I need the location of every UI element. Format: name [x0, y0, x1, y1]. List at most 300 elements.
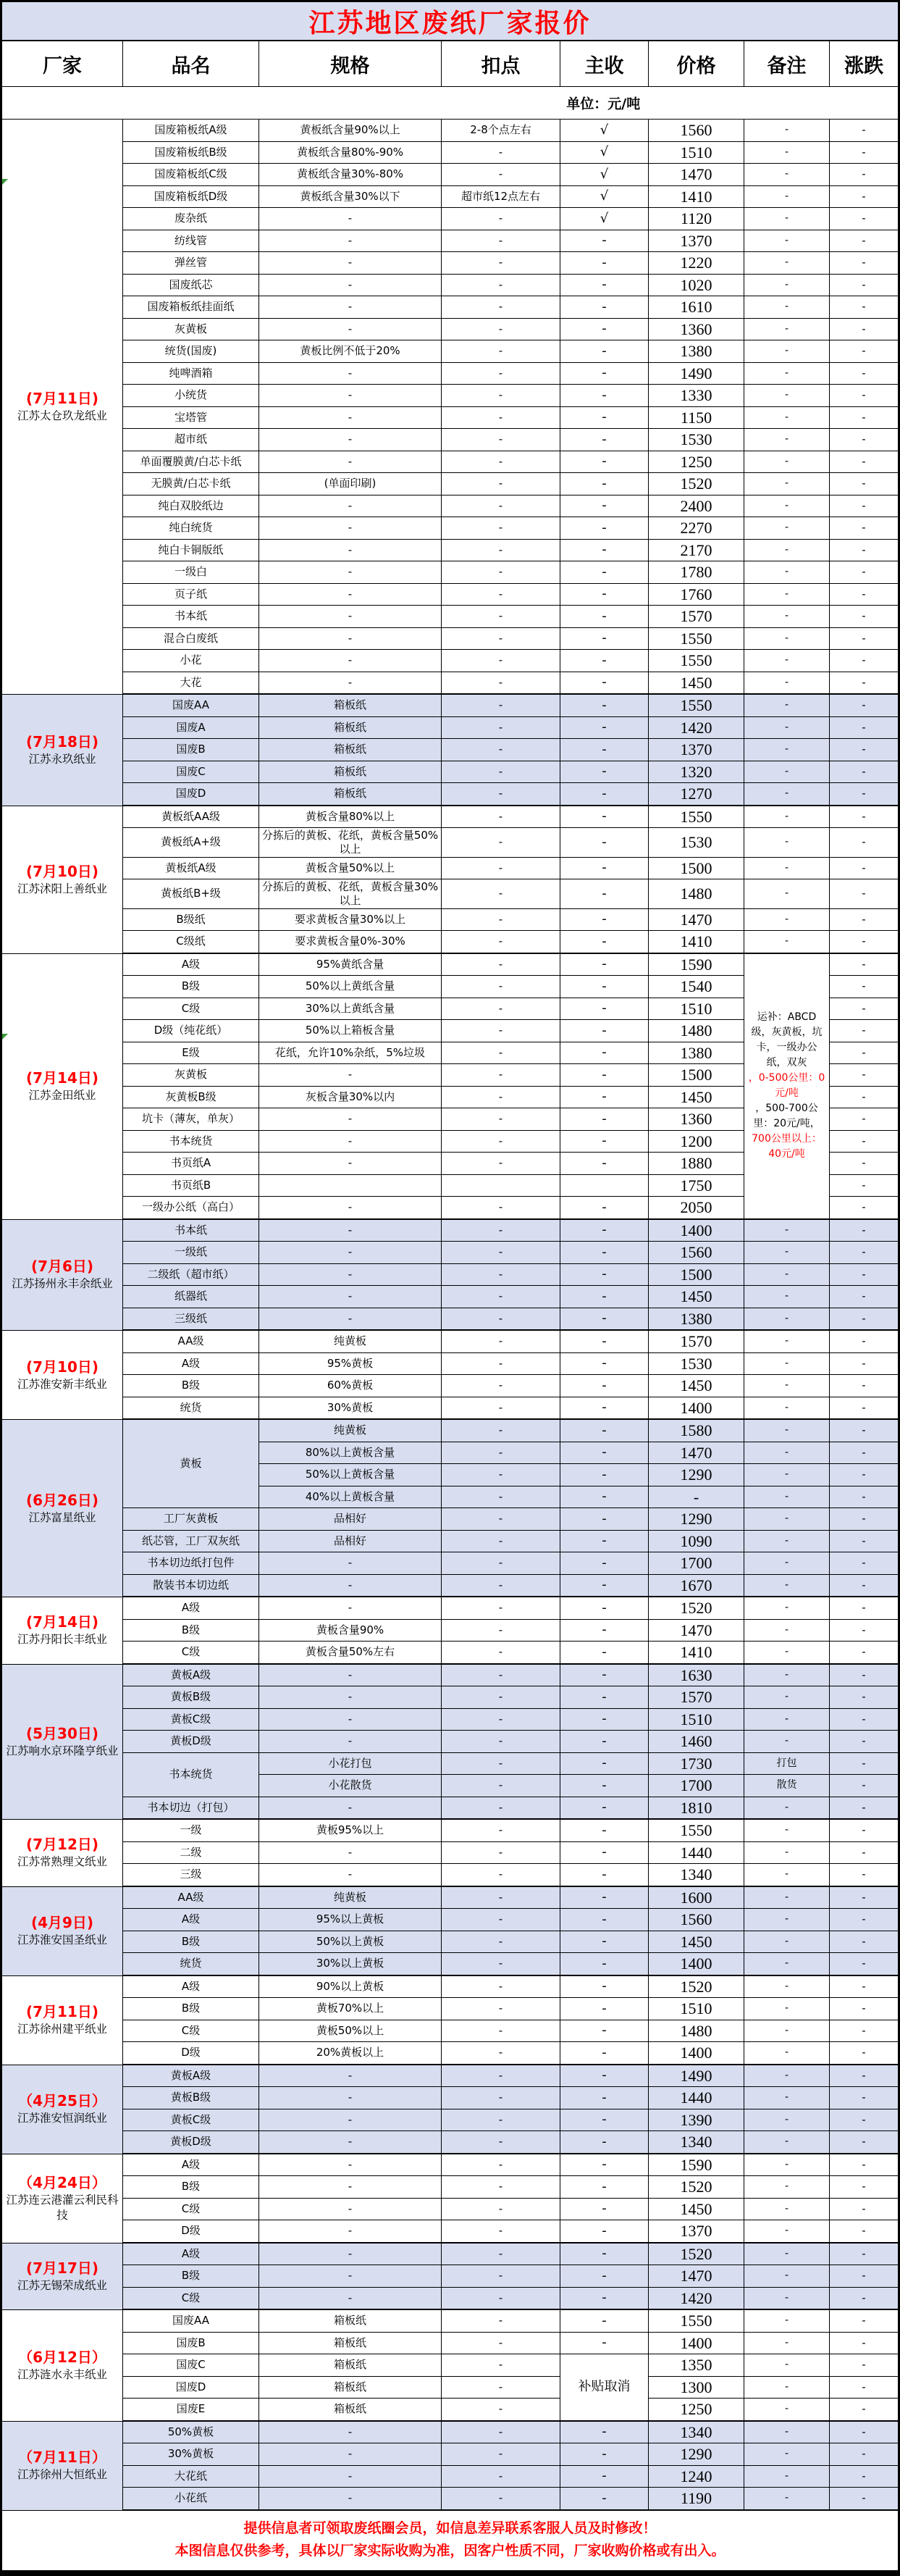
cell-price: 1470 — [649, 2265, 744, 2288]
cell-price: 1370 — [649, 230, 744, 253]
cell-change: - — [830, 2422, 898, 2444]
cell-price: 1490 — [649, 363, 744, 385]
cell-price: 1190 — [649, 2488, 744, 2510]
cell-kou: - — [442, 319, 560, 341]
cell-change: - — [830, 1775, 898, 1797]
cell-change: - — [830, 2020, 898, 2043]
cell-pin: 黄板B级 — [123, 1686, 259, 1709]
cell-change: - — [830, 1820, 898, 1842]
cell-kou: - — [442, 2265, 560, 2288]
cell-change: - — [830, 1597, 898, 1620]
cell-spec: - — [259, 1286, 442, 1308]
cell-shou: - — [560, 363, 649, 385]
cell-pin: 纸芯管，工厂双灰纸 — [123, 1531, 259, 1553]
cell-pin: 纯白统货 — [123, 517, 259, 540]
cell-change: - — [830, 1864, 898, 1886]
cell-price: 1780 — [649, 561, 744, 584]
cell-price: 1570 — [649, 606, 744, 628]
cell-change: - — [830, 2265, 898, 2288]
cell-change: - — [830, 340, 898, 363]
cell-spec: - — [259, 2154, 442, 2177]
cell-spec: - — [259, 2220, 442, 2243]
factory-section — [2, 1887, 898, 1976]
cell-note: - — [744, 1353, 830, 1376]
cell-note: - — [744, 909, 830, 932]
cell-pin: D级（纯花纸） — [123, 1020, 259, 1042]
cell-spec: - — [259, 1665, 442, 1687]
cell-spec: 黄板纸含量30%-80% — [259, 164, 442, 186]
cell-change: - — [830, 2154, 898, 2177]
cell-kou: - — [442, 1797, 560, 1820]
cell-kou: - — [442, 2399, 560, 2421]
cell-price: 1250 — [649, 451, 744, 474]
cell-shou: - — [560, 230, 649, 253]
cell-price: 1550 — [649, 628, 744, 651]
cell-kou: - — [442, 540, 560, 562]
cell-spec: 箱板纸 — [259, 717, 442, 740]
cell-note: - — [744, 1375, 830, 1397]
cell-spec: 50%以上箱板含量 — [259, 1020, 442, 1042]
cell-price: - — [649, 1486, 744, 1509]
cell-spec: 分拣后的黄板、花纸，黄板含量50%以上 — [259, 828, 442, 858]
cell-change: - — [830, 1442, 898, 1465]
cell-shou: √ — [560, 208, 649, 230]
cell-change: - — [830, 2466, 898, 2488]
cell-price: 1470 — [649, 1620, 744, 1642]
cell-kou: - — [442, 879, 560, 909]
cell-price: 1550 — [649, 695, 744, 717]
factory-name: 江苏响水京环隆亨纸业 — [6, 1744, 119, 1757]
cell-pin: 30%黄板 — [123, 2443, 259, 2466]
cell-price: 1380 — [649, 1042, 744, 1065]
cell-shou: - — [560, 2243, 649, 2266]
cell-price: 1350 — [649, 2354, 744, 2377]
factory-date: (7月6日) — [30, 1258, 94, 1276]
cell-note: - — [744, 1953, 830, 1975]
cell-pin: 黄板A级 — [123, 1665, 259, 1687]
cell-shou: - — [560, 2042, 649, 2065]
cell-pin: 黄板D级 — [123, 1731, 259, 1753]
cell-spec: 95%黄纸含量 — [259, 954, 442, 977]
factory-date: (7月10日) — [25, 1358, 99, 1376]
cell-spec: - — [259, 1797, 442, 1820]
cell-spec: 箱板纸 — [259, 761, 442, 784]
cell-spec: 50%以上黄板含量 — [259, 1464, 442, 1486]
cell-note: - — [744, 584, 830, 606]
cell-spec: 箱板纸 — [259, 739, 442, 761]
cell-change: - — [830, 1464, 898, 1486]
cell-kou: - — [442, 1864, 560, 1886]
cell-pin: AA级 — [123, 1331, 259, 1353]
cell-price: 1020 — [649, 275, 744, 297]
cell-change: - — [830, 473, 898, 495]
cell-price: 1570 — [649, 1686, 744, 1709]
cell-kou: - — [442, 1976, 560, 1999]
factory-date: (4月9日) — [30, 1914, 94, 1932]
cell-kou: - — [442, 1420, 560, 1442]
cell-kou: - — [442, 1842, 560, 1865]
factory-section — [2, 1420, 898, 1597]
cell-change: - — [830, 976, 898, 998]
cell-spec: - — [259, 540, 442, 562]
cell-change: - — [830, 2488, 898, 2510]
cell-kou: - — [442, 1531, 560, 1553]
cell-kou: - — [442, 1286, 560, 1308]
cell-note: - — [744, 540, 830, 562]
cell-price: 1480 — [649, 879, 744, 909]
cell-pin: 灰黄板B级 — [123, 1087, 259, 1109]
cell-change: - — [830, 2377, 898, 2399]
cell-note: - — [744, 208, 830, 230]
factory-name: 江苏徐州大恒纸业 — [17, 2468, 107, 2482]
cell-note: - — [744, 717, 830, 740]
cell-change: - — [830, 1308, 898, 1331]
cell-spec: - — [259, 584, 442, 606]
cell-price: 1450 — [649, 1087, 744, 1109]
cell-kou: - — [442, 1197, 560, 1219]
cell-spec: - — [259, 2265, 442, 2288]
factory-name: 江苏金田纸业 — [28, 1089, 96, 1103]
cell-note: - — [744, 1420, 830, 1442]
header-cell-3: 扣点 — [442, 41, 560, 86]
cell-change: - — [830, 385, 898, 407]
cell-shou: - — [560, 252, 649, 275]
cell-price: 1410 — [649, 931, 744, 953]
cell-kou: - — [442, 429, 560, 451]
cell-shou: - — [560, 1820, 649, 1842]
cell-spec: 箱板纸 — [259, 2333, 442, 2355]
cell-pin: 无膜黄/白芯卡纸 — [123, 473, 259, 495]
cell-pin: 弹丝管 — [123, 252, 259, 275]
cell-shou: - — [560, 1197, 649, 1219]
cell-note: - — [744, 1442, 830, 1465]
cell-change: - — [830, 451, 898, 474]
cell-change: - — [830, 717, 898, 740]
cell-price: 1470 — [649, 909, 744, 932]
cell-pin: AA级 — [123, 1887, 259, 1910]
cell-spec: 箱板纸 — [259, 783, 442, 806]
cell-pin: 三级 — [123, 1864, 259, 1886]
factory-date: (7月10日) — [25, 862, 99, 880]
factory-cell — [2, 1665, 123, 1820]
cell-pin: 单面覆膜黄/白芯卡纸 — [123, 451, 259, 474]
factory-date: (7月17日) — [25, 2259, 99, 2277]
cell-change: - — [830, 584, 898, 606]
cell-shou: - — [560, 1242, 649, 1264]
factory-section — [2, 2154, 898, 2243]
cell-price: 1630 — [649, 1665, 744, 1687]
cell-note: - — [744, 1797, 830, 1820]
green-corner-icon — [2, 1034, 8, 1040]
cell-note: - — [744, 2042, 830, 2065]
cell-kou: - — [442, 385, 560, 407]
cell-note: - — [744, 296, 830, 319]
cell-kou: - — [442, 2422, 560, 2444]
cell-pin: 黄板 — [123, 1420, 259, 1508]
cell-change: - — [830, 1797, 898, 1820]
cell-spec: - — [259, 2176, 442, 2199]
cell-spec: 要求黄板含量30%以上 — [259, 909, 442, 932]
cell-note: - — [744, 407, 830, 430]
cell-kou: - — [442, 976, 560, 998]
cell-pin: 灰黄板 — [123, 1064, 259, 1087]
cell-spec: - — [259, 1064, 442, 1087]
cell-kou: - — [442, 1331, 560, 1353]
cell-note: - — [744, 1998, 830, 2020]
cell-kou: - — [442, 1375, 560, 1397]
cell-change: - — [830, 407, 898, 430]
cell-shou — [560, 1175, 649, 1197]
cell-spec: - — [259, 2087, 442, 2109]
cell-pin: 国废E — [123, 2399, 259, 2421]
cell-shou: - — [560, 1264, 649, 1287]
cell-kou: - — [442, 1264, 560, 1287]
cell-price: 1360 — [649, 1108, 744, 1131]
cell-note: - — [744, 761, 830, 784]
cell-pin: 国废D — [123, 2377, 259, 2399]
cell-pin: B级 — [123, 2265, 259, 2288]
cell-kou: - — [442, 142, 560, 164]
cell-note: - — [744, 1931, 830, 1954]
cell-pin: 国废箱板纸C级 — [123, 164, 259, 186]
cell-kou: 2-8个点左右 — [442, 120, 560, 142]
cell-kou: 超市纸12点左右 — [442, 186, 560, 209]
cell-kou: - — [442, 1686, 560, 1709]
cell-shou: - — [560, 2488, 649, 2510]
cell-shou: - — [560, 1508, 649, 1531]
cell-shou: - — [560, 2109, 649, 2132]
header-cell-5: 价格 — [649, 41, 744, 86]
cell-note: - — [744, 429, 830, 451]
cell-change: - — [830, 1486, 898, 1509]
cell-pin: B级 — [123, 1620, 259, 1642]
cell-price: 1510 — [649, 998, 744, 1021]
cell-pin: A级 — [123, 1597, 259, 1620]
note-segment-red: ，0-500公里：0元/吨 — [748, 1072, 825, 1099]
cell-note: - — [744, 230, 830, 253]
cell-pin: 灰黄板 — [123, 319, 259, 341]
cell-spec: - — [259, 275, 442, 297]
cell-shou: - — [560, 2131, 649, 2154]
cell-note: - — [744, 1642, 830, 1664]
cell-kou: - — [442, 931, 560, 953]
cell-price: 1270 — [649, 783, 744, 806]
cell-spec: 黄板含量80%以上 — [259, 806, 442, 829]
cell-shou: - — [560, 931, 649, 953]
cell-change: - — [830, 672, 898, 695]
cell-shou: - — [560, 1087, 649, 1109]
cell-change: - — [830, 1131, 898, 1153]
cell-pin: 国废AA — [123, 695, 259, 717]
cell-note: - — [744, 385, 830, 407]
cell-shou: - — [560, 296, 649, 319]
cell-change: - — [830, 495, 898, 518]
cell-note: 打包 — [744, 1753, 830, 1776]
cell-shou: - — [560, 1864, 649, 1886]
cell-kou: - — [442, 1353, 560, 1376]
cell-price: 1390 — [649, 2109, 744, 2132]
cell-price: 1530 — [649, 1353, 744, 1376]
cell-pin: C级 — [123, 998, 259, 1021]
cell-pin: 国废箱板纸B级 — [123, 142, 259, 164]
factory-name: 江苏富星纸业 — [28, 1510, 96, 1524]
cell-shou: - — [560, 761, 649, 784]
cell-price: 2170 — [649, 540, 744, 562]
cell-spec: 40%以上黄板含量 — [259, 1486, 442, 1509]
cell-kou: - — [442, 1953, 560, 1975]
cell-kou: - — [442, 954, 560, 977]
cell-change: - — [830, 186, 898, 209]
cell-shou: - — [560, 561, 649, 584]
cell-kou: - — [442, 252, 560, 275]
cell-price: 1580 — [649, 1420, 744, 1442]
cell-pin: 统货(国废) — [123, 340, 259, 363]
cell-price: 1530 — [649, 429, 744, 451]
factory-cell — [2, 2422, 123, 2510]
cell-shou: - — [560, 1464, 649, 1486]
cell-kou: - — [442, 828, 560, 858]
cell-change: - — [830, 230, 898, 253]
cell-note: - — [744, 2333, 830, 2355]
cell-shou: - — [560, 1665, 649, 1687]
cell-price: 1730 — [649, 1753, 744, 1776]
unit-row — [2, 87, 898, 120]
cell-spec: 30%黄板 — [259, 1397, 442, 1420]
cell-kou: - — [442, 2065, 560, 2088]
cell-spec: - — [259, 1731, 442, 1753]
cell-shou: - — [560, 1953, 649, 1975]
cell-change: - — [830, 517, 898, 540]
cell-shou: - — [560, 2065, 649, 2088]
cell-pin: 纸器纸 — [123, 1286, 259, 1308]
cell-note: - — [744, 2488, 830, 2510]
cell-spec: - — [259, 1197, 442, 1219]
cell-note: - — [744, 2466, 830, 2488]
factory-section — [2, 2310, 898, 2422]
cell-note: - — [744, 1976, 830, 1999]
cell-shou: - — [560, 1331, 649, 1353]
cell-change: - — [830, 1709, 898, 1731]
cell-note: - — [744, 1242, 830, 1264]
cell-price: 1520 — [649, 473, 744, 495]
cell-price: 1410 — [649, 186, 744, 209]
cell-shou: - — [560, 1397, 649, 1420]
cell-shou: 补贴取消 — [560, 2354, 649, 2421]
cell-change: - — [830, 2288, 898, 2310]
cell-pin: 一级 — [123, 1820, 259, 1842]
cell-note: - — [744, 1220, 830, 1242]
factory-date: (7月14日) — [25, 1613, 99, 1631]
cell-kou: - — [442, 2377, 560, 2399]
cell-change: - — [830, 858, 898, 880]
cell-spec: 灰板含量30%以内 — [259, 1087, 442, 1109]
cell-spec: 黄板含量50%左右 — [259, 1642, 442, 1664]
cell-kou: - — [442, 717, 560, 740]
cell-pin: 一级办公纸（高白） — [123, 1197, 259, 1219]
cell-change: - — [830, 739, 898, 761]
cell-note: - — [744, 739, 830, 761]
cell-note: - — [744, 473, 830, 495]
cell-note: - — [744, 252, 830, 275]
cell-shou: - — [560, 2422, 649, 2444]
cell-change: - — [830, 1220, 898, 1242]
cell-change: - — [830, 1042, 898, 1065]
cell-pin: 书页纸B — [123, 1175, 259, 1197]
cell-price: 1340 — [649, 2131, 744, 2154]
cell-shou: - — [560, 429, 649, 451]
cell-note: - — [744, 2020, 830, 2043]
cell-pin: 国废D — [123, 783, 259, 806]
cell-kou: - — [442, 2310, 560, 2333]
cell-price: 1520 — [649, 2176, 744, 2199]
cell-spec: 黄板纸含量80%-90% — [259, 142, 442, 164]
cell-kou: - — [442, 2131, 560, 2154]
cell-shou: - — [560, 976, 649, 998]
cell-shou: √ — [560, 186, 649, 209]
cell-spec: 30%以上黄板 — [259, 1953, 442, 1975]
cell-change: - — [830, 1108, 898, 1131]
cell-note: - — [744, 1464, 830, 1486]
factory-section — [2, 1220, 898, 1331]
cell-price: 1330 — [649, 385, 744, 407]
factory-date: (7月12日) — [25, 1836, 99, 1854]
cell-note: - — [744, 1508, 830, 1531]
cell-spec: - — [259, 628, 442, 651]
cell-change: - — [830, 1397, 898, 1420]
cell-spec: 50%以上黄板 — [259, 1931, 442, 1954]
factory-section — [2, 1665, 898, 1820]
cell-kou: - — [442, 1131, 560, 1153]
cell-pin: 国废箱板纸挂面纸 — [123, 296, 259, 319]
cell-pin: 书本统货 — [123, 1131, 259, 1153]
cell-pin: A级 — [123, 1353, 259, 1376]
cell-pin: 宝塔管 — [123, 407, 259, 430]
cell-kou: - — [442, 1642, 560, 1664]
cell-note: - — [744, 1264, 830, 1287]
cell-pin: A级 — [123, 1909, 259, 1931]
cell-kou: - — [442, 2288, 560, 2310]
cell-spec — [259, 1175, 442, 1197]
cell-shou: - — [560, 2265, 649, 2288]
cell-spec: 要求黄板含量0%-30% — [259, 931, 442, 953]
cell-spec: - — [259, 451, 442, 474]
cell-change: - — [830, 1731, 898, 1753]
cell-pin: B级 — [123, 1931, 259, 1954]
cell-spec: (单面印刷) — [259, 473, 442, 495]
cell-price: 1450 — [649, 672, 744, 695]
factory-name: 江苏淮安国圣纸业 — [17, 1933, 107, 1947]
cell-price: 1520 — [649, 1597, 744, 1620]
cell-spec: 小花打包 — [259, 1753, 442, 1776]
cell-spec: - — [259, 1864, 442, 1886]
cell-kou: - — [442, 1620, 560, 1642]
cell-pin: 书本统货 — [123, 1753, 259, 1797]
cell-price: 1400 — [649, 2042, 744, 2065]
cell-shou: - — [560, 1976, 649, 1999]
cell-shou: - — [560, 1797, 649, 1820]
cell-spec: - — [259, 606, 442, 628]
cell-pin: 黄板C级 — [123, 2109, 259, 2132]
cell-pin: 纯啤酒箱 — [123, 363, 259, 385]
cell-pin: 黄板纸A+级 — [123, 828, 259, 858]
cell-note: - — [744, 2399, 830, 2421]
cell-pin: B级纸 — [123, 909, 259, 932]
cell-price: 1510 — [649, 1709, 744, 1731]
cell-price: 1290 — [649, 1508, 744, 1531]
factory-section — [2, 1976, 898, 2065]
cell-price: 1470 — [649, 1442, 744, 1465]
header-cell-2: 规格 — [259, 41, 442, 86]
